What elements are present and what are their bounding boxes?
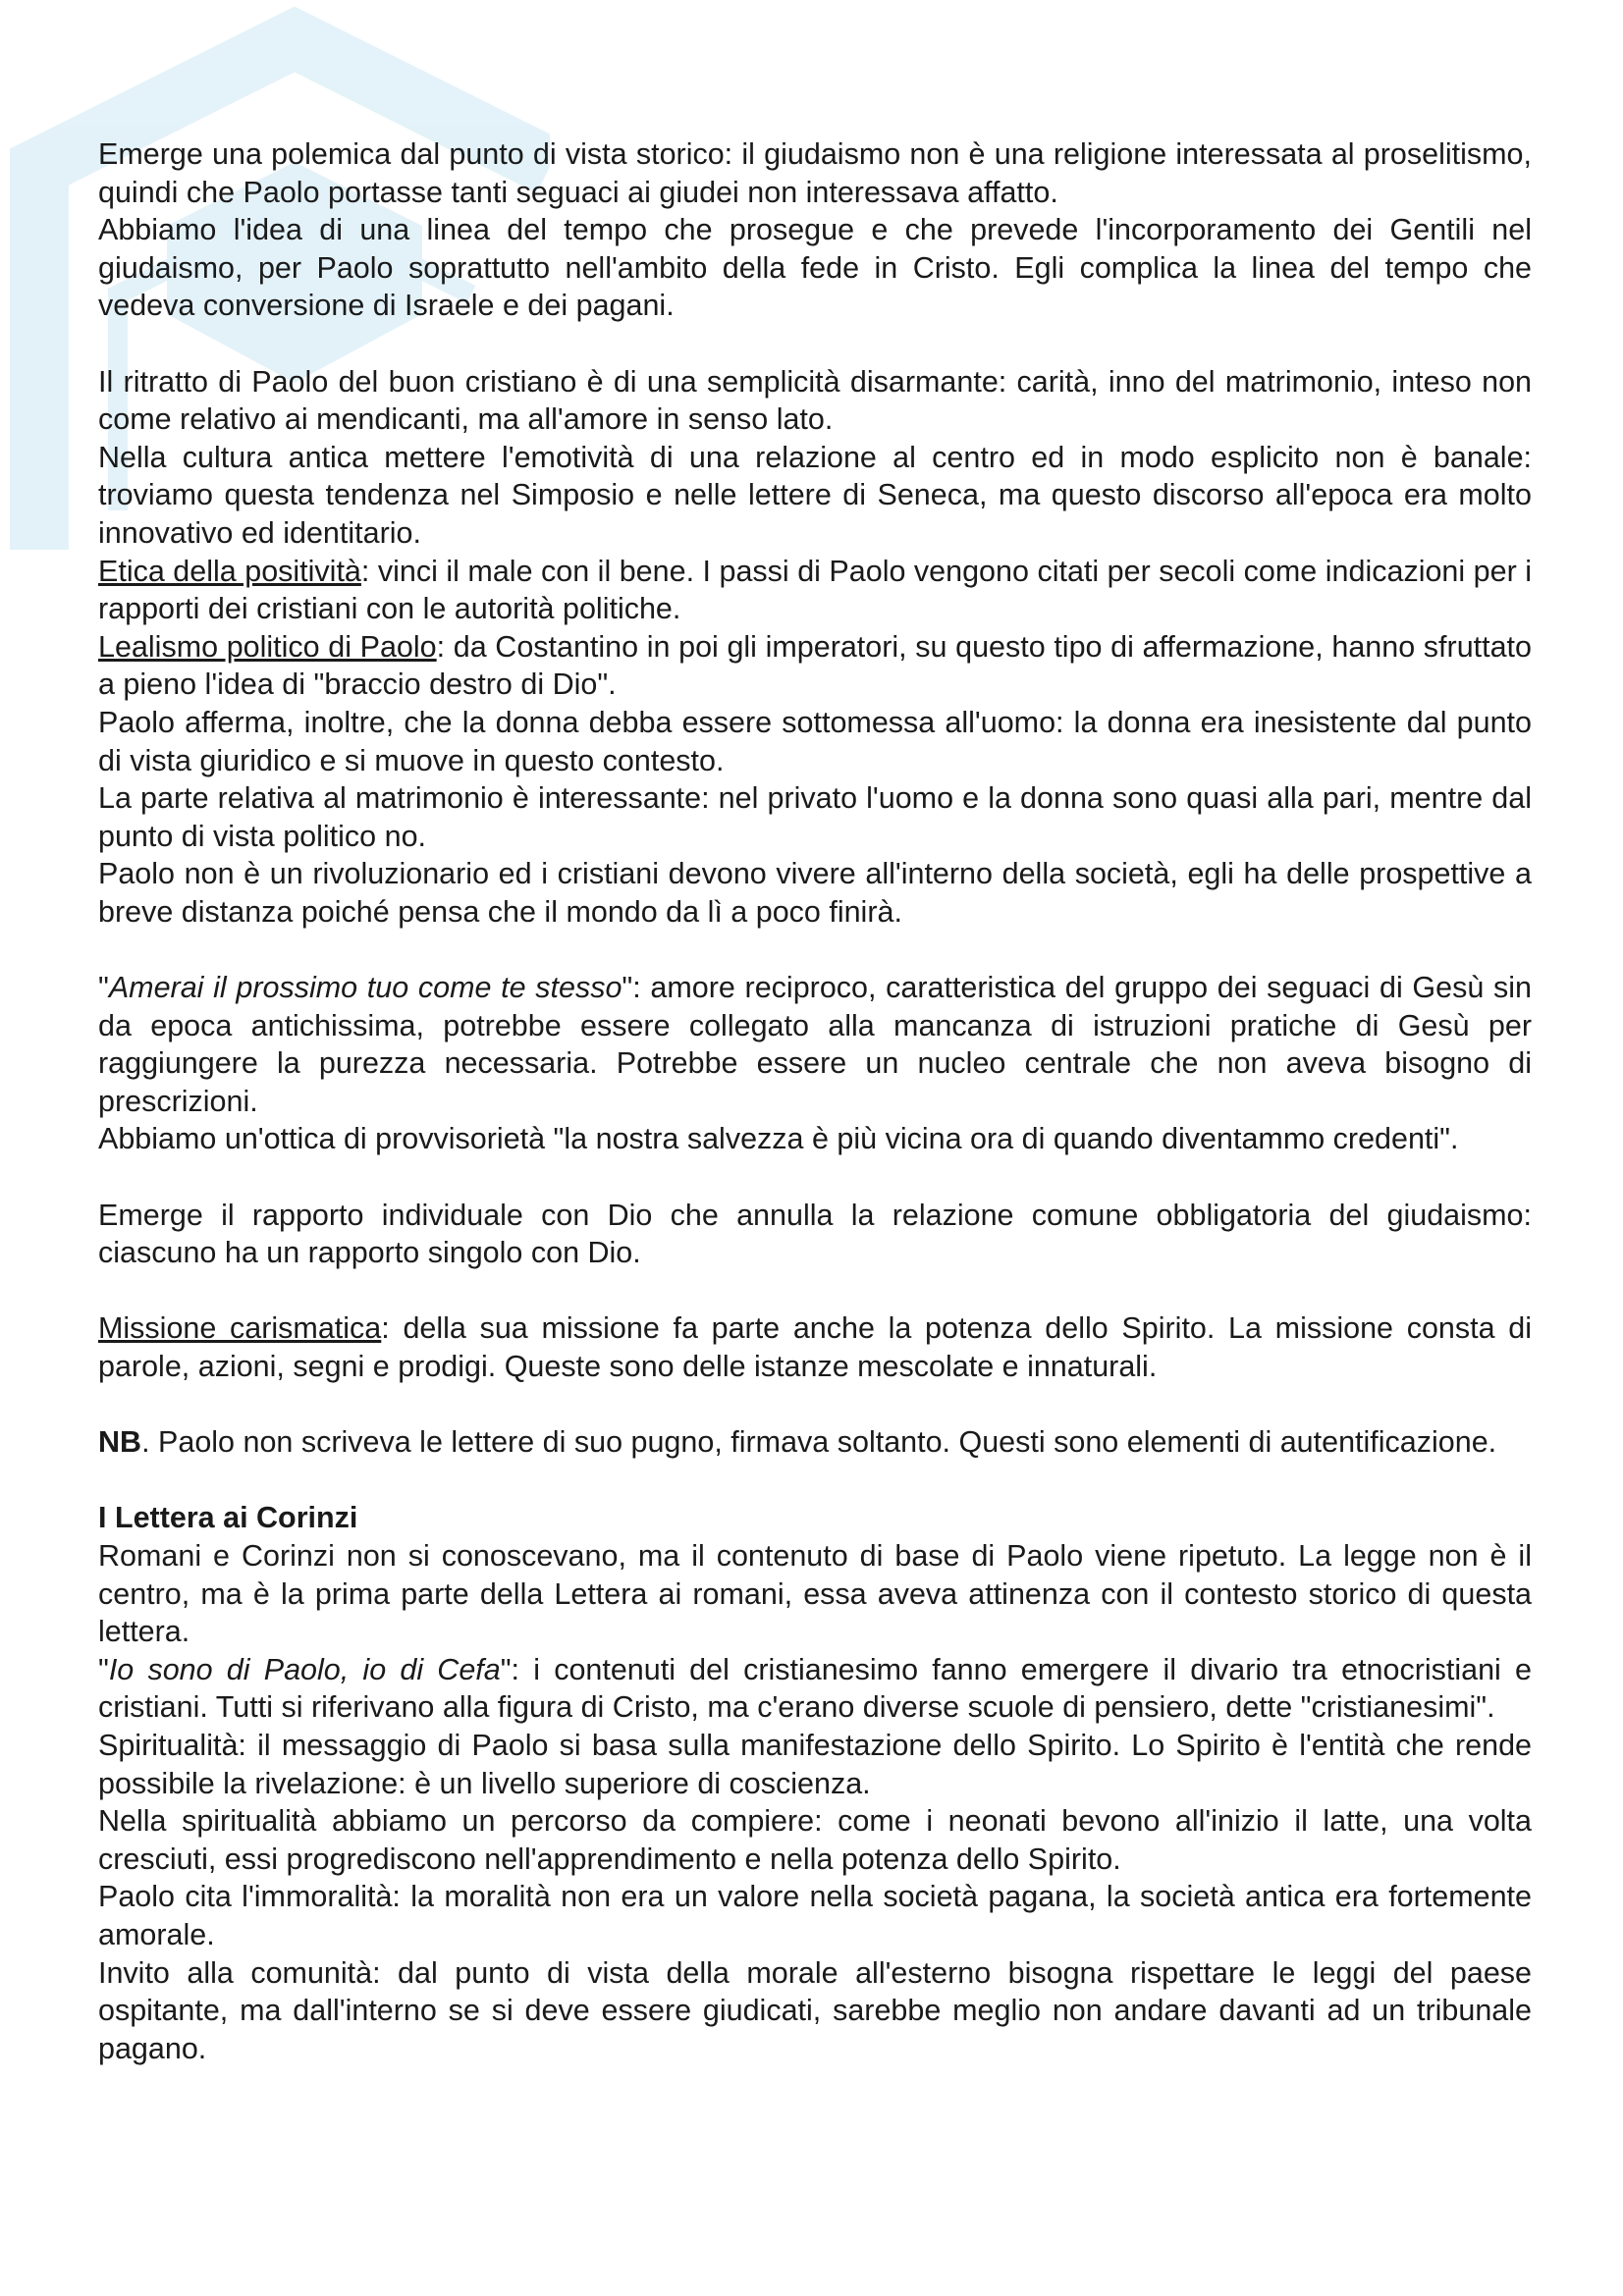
paragraph-rapporto-individuale: Emerge il rapporto individuale con Dio che annulla la relazione comune obbligatoria del giudaismo: ciascuno ha un rapporto singolo con Dio. [98,1198,1532,1270]
quote-open-mark: " [98,971,109,1005]
quote-open-mark: " [98,1652,109,1686]
text-missione: : della sua missione fa parte anche la potenza dello Spirito. La missione consta di parole, azioni, segni e prodigi. Queste sono delle istanze mescolate e innaturali. [98,1311,1532,1383]
document-page [98,135,1532,2067]
paragraph-nb [98,1423,1532,1462]
paragraph-romani-corinzi: Romani e Corinzi non si conoscevano, ma il contenuto di base di Paolo viene ripetuto. La legge non è il centro, ma è la prima parte della Lettera ai romani, essa aveva attinenza con il contesto storico di questa lettera. [98,1538,1532,1649]
paragraph-donna: Paolo afferma, inoltre, che la donna debba essere sottomessa all'uomo: la donna era inesistente dal punto di vista giuridico e si muove in questo contesto. [98,705,1532,777]
paragraph-cultura-antica: Nella cultura antica mettere l'emotività di una relazione al centro ed in modo esplicito non è banale: troviamo questa tendenza nel Simposio e nelle lettere di Seneca, ma questo discorso all'epoca era molto innovativo ed identitario. [98,440,1532,550]
text-lealismo: : da Costantino in poi gli imperatori, su questo tipo di affermazione, hanno sfruttato a pieno l'idea di "braccio destro di Dio". [98,629,1532,702]
paragraph-polemica: Emerge una polemica dal punto di vista storico: il giudaismo non è una religione interessata al proselitismo, quindi che Paolo portasse tanti seguaci ai giudei non interessava affatto. [98,137,1532,209]
paragraph-comunita: Invito alla comunità: dal punto di vista della morale all'esterno bisogna rispettare le leggi del paese ospitante, ma dall'interno se si deve essere giudicati, sarebbe meglio non andare davanti ad un tribunale pagano. [98,1955,1532,2065]
paragraph-gap [98,931,1532,969]
paragraph-linea-tempo: Abbiamo l'idea di una linea del tempo che prosegue e che prevede l'incorporamento dei Gentili nel giudaismo, per Paolo soprattutto nell'ambito della fede in Cristo. Egli complica la linea del tempo che vedeva conversione di Israele e dei pagani. [98,213,1532,323]
nb-label: NB [98,1425,142,1460]
paragraph-cefa [98,1651,1532,1727]
section-heading: I Lettera ai Corinzi [98,1501,358,1535]
paragraph-ritratto: Il ritratto di Paolo del buon cristiano è di una semplicità disarmante: carità, inno del matrimonio, inteso non come relativo ai mendicanti, ma all'amore in senso lato. [98,364,1532,437]
paragraph-etica [98,553,1532,628]
paragraph-gap [98,1462,1532,1500]
paragraph-immoralita: Paolo cita l'immoralità: la moralità non era un valore nella società pagana, la società antica era fortemente amorale. [98,1880,1532,1951]
paragraph-gap [98,1386,1532,1424]
paragraph-rivoluzionario: Paolo non è un rivoluzionario ed i cristiani devono vivere all'interno della società, egli ha delle prospettive a breve distanza poiché pensa che il mondo da lì a poco finirà. [98,857,1532,929]
text-nb: . Paolo non scriveva le lettere di suo pugno, firmava soltanto. Questi sono elementi di autentificazione. [141,1425,1497,1460]
paragraph-gap [98,1158,1532,1197]
quote-paolo-cefa: Io sono di Paolo, io di Cefa [108,1652,501,1686]
paragraph-spiritualita: Spiritualità: il messaggio di Paolo si basa sulla manifestazione dello Spirito. Lo Spirito è l'entità che rende possibile la rivelazione: è un livello superiore di coscienza. [98,1728,1532,1800]
text-etica: : vinci il male con il bene. I passi di Paolo vengono citati per secoli come indicazioni per i rapporti dei cristiani con le autorità politiche. [98,554,1533,626]
paragraph-provvisorieta: Abbiamo un'ottica di provvisorietà "la nostra salvezza è più vicina ora di quando diventammo credenti". [98,1122,1459,1156]
paragraph-gap [98,1272,1532,1310]
text-cefa: ": i contenuti del cristianesimo fanno emergere il divario tra etnocristiani e cristiani. Tutti si riferivano alla figura di Cristo, ma c'erano diverse scuole di pensiero, dette "cristianesimi". [98,1652,1532,1725]
paragraph-amerai [98,969,1532,1120]
paragraph-lealismo [98,628,1532,704]
paragraph-matrimonio: La parte relativa al matrimonio è interessante: nel privato l'uomo e la donna sono quasi alla pari, mentre dal punto di vista politico no. [98,781,1532,853]
paragraph-missione [98,1309,1532,1385]
paragraph-percorso: Nella spiritualità abbiamo un percorso da compiere: come i neonati bevono all'inizio il latte, una volta cresciuti, essi progrediscono nell'apprendimento e nella potenza dello Spirito. [98,1804,1532,1876]
quote-amerai-prossimo: Amerai il prossimo tuo come te stesso [108,971,622,1005]
text-amerai: ": amore reciproco, caratteristica del gruppo dei seguaci di Gesù sin da epoca antichissima, potrebbe essere collegato alla mancanza di istruzioni pratiche di Gesù per raggiungere la purezza necessaria. Potrebbe essere un nucleo centrale che non aveva bisogno di prescrizioni. [98,971,1532,1118]
term-etica-positivita: Etica della positività [98,554,361,588]
paragraph-gap [98,325,1532,363]
term-missione-carismatica: Missione carismatica [98,1311,382,1346]
term-lealismo-politico: Lealismo politico di Paolo [98,629,437,664]
